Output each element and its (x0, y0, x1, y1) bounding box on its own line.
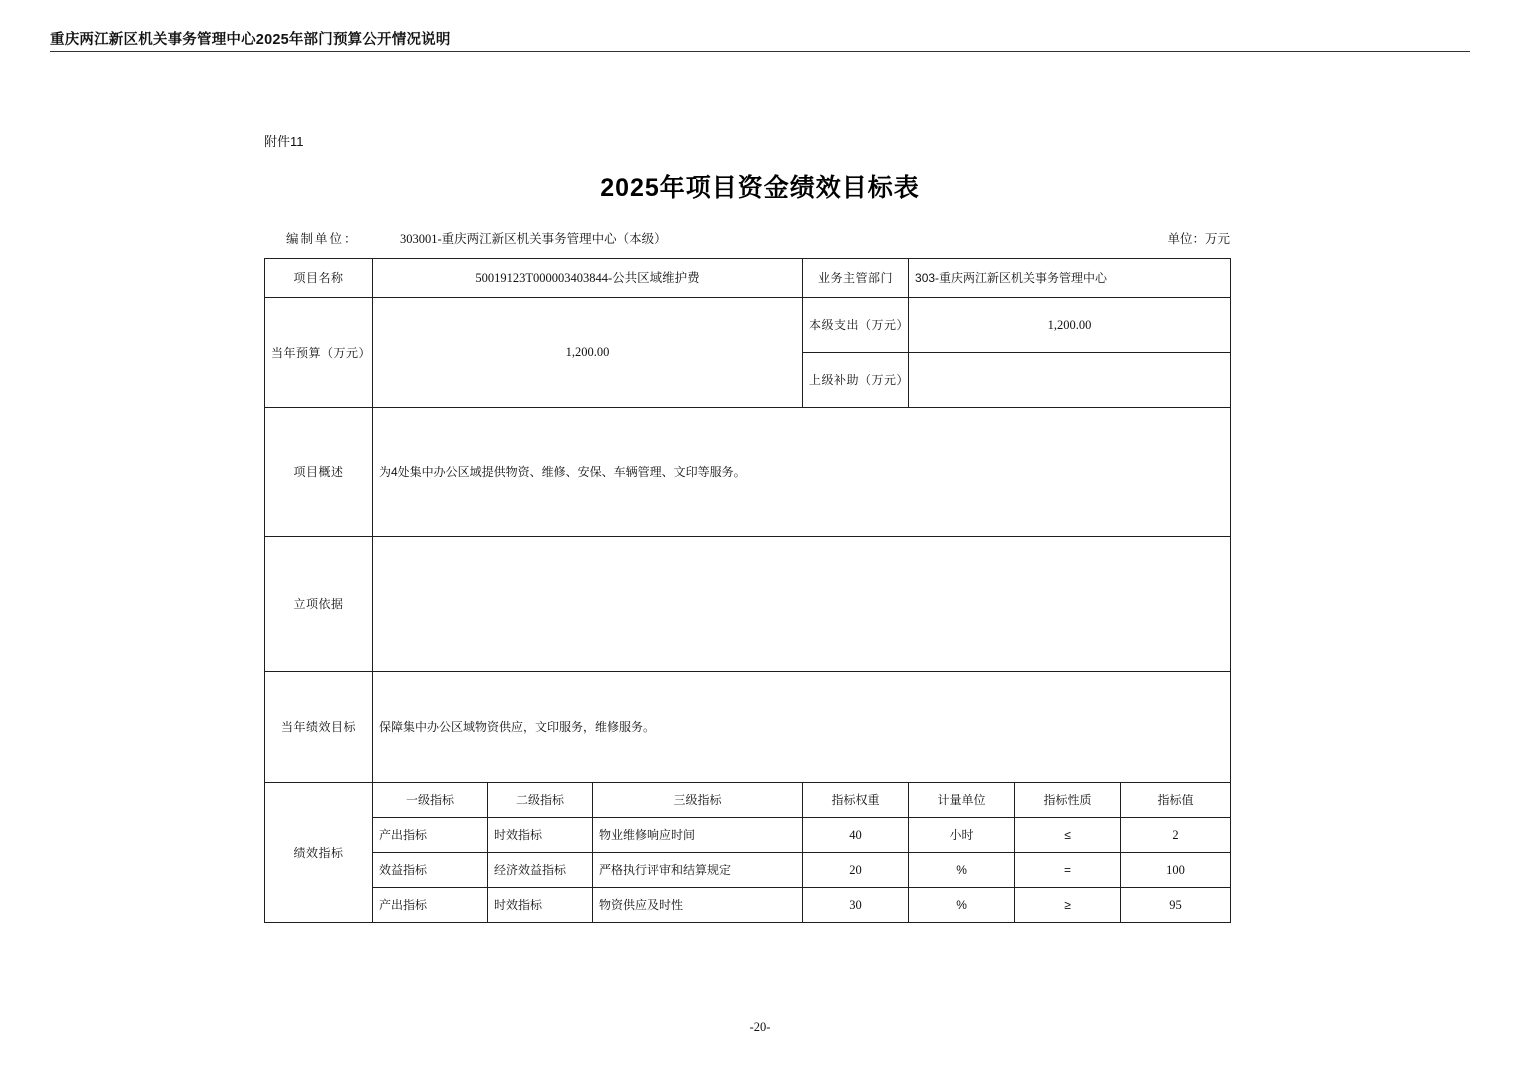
annual-goal-label: 当年绩效目标 (265, 672, 373, 783)
own-expense-value: 1,200.00 (909, 298, 1231, 353)
attachment-label: 附件11 (264, 134, 304, 149)
table-row (265, 853, 1231, 888)
indicator-header-cell: 指标权重 (803, 783, 909, 818)
performance-goal-table (264, 258, 1231, 923)
indicator-header-row (265, 783, 1231, 818)
compiler-label: 编制单位： (286, 232, 359, 246)
indicator-level1: 产出指标 (373, 888, 488, 923)
indicator-level3: 物业维修响应时间 (593, 818, 803, 853)
superior-subsidy-label: 上级补助（万元） (803, 353, 909, 408)
indicator-value: 100 (1121, 853, 1231, 888)
indicator-nature: = (1015, 853, 1121, 888)
compiler-unit (286, 229, 667, 247)
indicator-unit: 小时 (909, 818, 1015, 853)
table-row-annual-goal (265, 672, 1231, 783)
indicator-nature: ≥ (1015, 888, 1121, 923)
indicator-level3: 严格执行评审和结算规定 (593, 853, 803, 888)
indicator-header-cell: 二级指标 (488, 783, 593, 818)
indicator-weight: 20 (803, 853, 909, 888)
superior-subsidy-value (909, 353, 1231, 408)
indicator-header-cell: 指标性质 (1015, 783, 1121, 818)
indicator-header-cell: 一级指标 (373, 783, 488, 818)
indicator-header-cell: 指标值 (1121, 783, 1231, 818)
indicator-header-cell: 三级指标 (593, 783, 803, 818)
indicator-weight: 40 (803, 818, 909, 853)
indicator-unit: % (909, 853, 1015, 888)
overview-value: 为4处集中办公区域提供物资、维修、安保、车辆管理、文印等服务。 (373, 408, 1231, 537)
own-expense-label: 本级支出（万元） (803, 298, 909, 353)
page-title: 2025年项目资金绩效目标表 (600, 174, 920, 202)
running-header: 重庆两江新区机关事务管理中心2025年部门预算公开情况说明 (50, 32, 451, 48)
table-row-basis (265, 537, 1231, 672)
budget-label: 当年预算（万元） (265, 298, 373, 408)
indicator-level2: 时效指标 (488, 818, 593, 853)
indicator-level2: 经济效益指标 (488, 853, 593, 888)
indicator-nature: ≤ (1015, 818, 1121, 853)
overview-label: 项目概述 (265, 408, 373, 537)
header-divider (50, 51, 1470, 52)
indicator-header-cell: 计量单位 (909, 783, 1015, 818)
indicator-level1: 产出指标 (373, 818, 488, 853)
indicator-unit: % (909, 888, 1015, 923)
table-row (265, 888, 1231, 923)
table-row-project-name (265, 259, 1231, 298)
indicator-weight: 30 (803, 888, 909, 923)
indicator-label: 绩效指标 (265, 783, 373, 923)
indicator-value: 2 (1121, 818, 1231, 853)
project-name-value: 50019123T000003403844-公共区域维护费 (373, 259, 803, 298)
indicator-level2: 时效指标 (488, 888, 593, 923)
dept-label: 业务主管部门 (803, 259, 909, 298)
table-row-budget (265, 298, 1231, 353)
annual-goal-value: 保障集中办公区域物资供应，文印服务，维修服务。 (373, 672, 1231, 783)
amount-unit-label: 单位：万元 (1167, 232, 1230, 246)
indicator-level3: 物资供应及时性 (593, 888, 803, 923)
table-row (265, 818, 1231, 853)
compiler-value: 303001-重庆两江新区机关事务管理中心（本级） (400, 232, 667, 246)
indicator-value: 95 (1121, 888, 1231, 923)
table-row-overview (265, 408, 1231, 537)
budget-value: 1,200.00 (373, 298, 803, 408)
basis-label: 立项依据 (265, 537, 373, 672)
indicator-level1: 效益指标 (373, 853, 488, 888)
project-name-label: 项目名称 (265, 259, 373, 298)
dept-value: 303-重庆两江新区机关事务管理中心 (909, 259, 1231, 298)
page-number: -20- (749, 1020, 771, 1034)
basis-value (373, 537, 1231, 672)
